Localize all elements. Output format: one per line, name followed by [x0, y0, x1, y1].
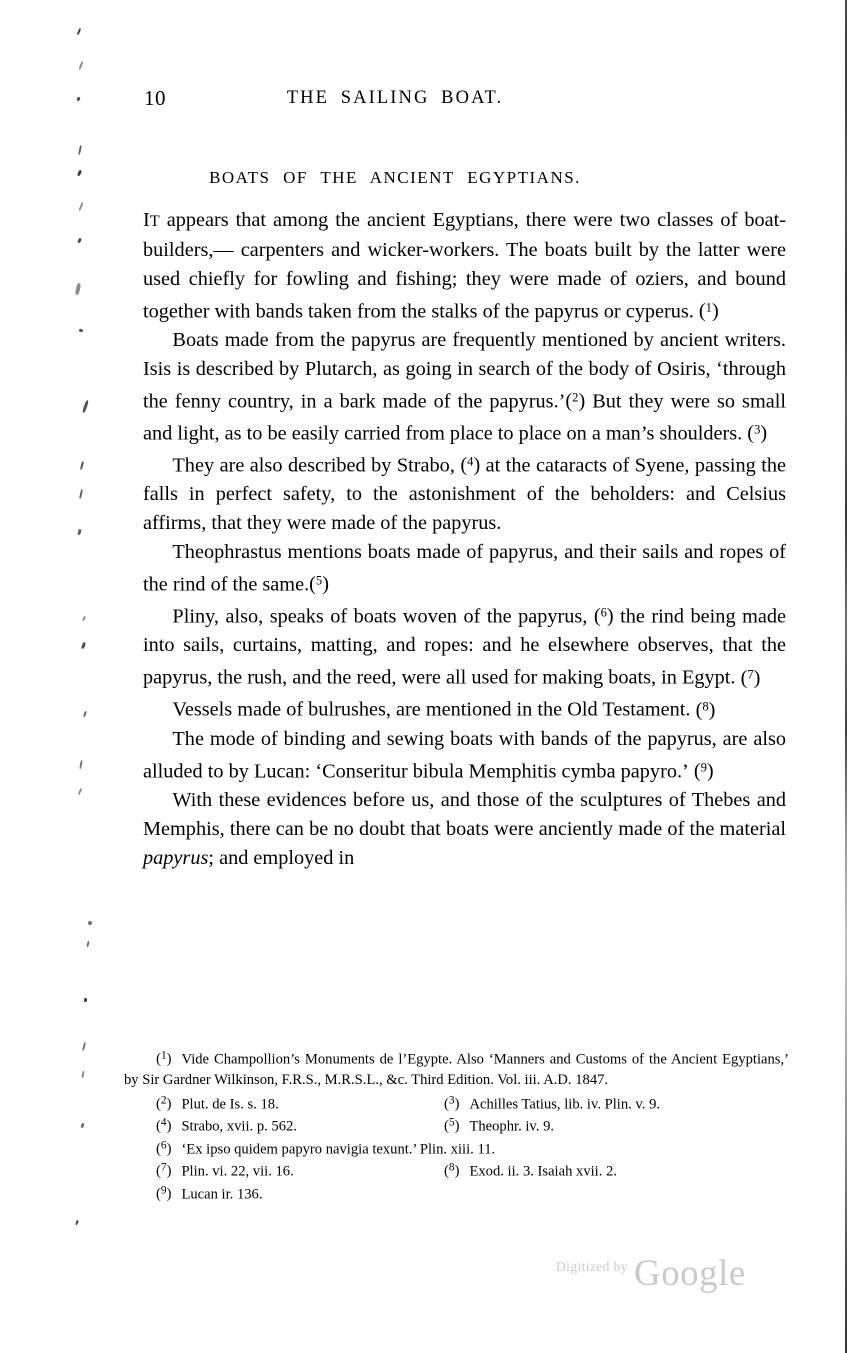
footnote-ref-4: ($^4$) — [454, 454, 481, 477]
section-heading: BOATS OF THE ANCIENT EGYPTIANS. — [209, 168, 581, 187]
paragraph-1-text: appears that among the ancient Egyptians, there were two classes of boat-builders,— carpenters and wicker-workers. The boats built by the latter were used chiefly for fowling and fishing; they were made of oziers, and bound together with bands taken from the stalks of the papyrus or cyperus. — [143, 209, 786, 322]
footnote-9-text: Lucan ir. 136. — [181, 1185, 263, 1202]
paragraph-5 — [143, 599, 786, 692]
paragraph-8-italic-word: papyrus — [143, 846, 209, 869]
footnote-4-mark: ($^4$) — [156, 1117, 172, 1135]
footnote-1-mark: ($^1$) — [156, 1050, 172, 1068]
footnote-5 — [444, 1113, 554, 1137]
paragraph-1-dropcap: I — [143, 209, 150, 231]
footnote-3-mark: ($^3$) — [444, 1094, 460, 1112]
body-text — [143, 206, 786, 872]
paragraph-2 — [143, 326, 786, 448]
paragraph-7-text: The mode of binding and sewing boats with bands of the papyrus, are also alluded to by Lucan: ‘Conseritur bibula Memphitis cymba papyro.’ — [143, 727, 786, 782]
paragraph-1 — [143, 206, 786, 326]
paragraph-2-text: Boats made from the papyrus are frequently mentioned by ancient writers. Isis is described by Plutarch, as going in search of the body of Osiris, ‘through the fenny country, in a bark made of the papyrus.’ — [143, 328, 786, 412]
paragraph-3 — [143, 448, 786, 538]
footnote-row — [124, 1091, 789, 1114]
footnote-1 — [124, 1046, 789, 1091]
paragraph-5-text: Pliny, also, speaks of boats woven of the papyrus, — [172, 605, 588, 628]
paragraph-5-text-after: the rind being made into sails, curtains, matting, and ropes: and he elsewhere observes, that the papyrus, the rush, and the reed, were all used for making boats, in Egypt. — [143, 605, 786, 689]
footnote-ref-7: ($^7$) — [735, 666, 761, 689]
paragraph-6-text: Vessels made of bulrushes, are mentioned in the Old Testament. — [172, 698, 691, 721]
footnote-8-mark: ($^8$) — [444, 1162, 460, 1180]
footnotes-section — [124, 1046, 789, 1203]
footnote-ref-8: ($^8$) — [690, 698, 716, 721]
footnote-6-text: ‘Ex ipso quidem papyro navigia texunt.’ Plin. xiii. 11. — [181, 1140, 496, 1157]
footnote-7-mark: ($^7$) — [156, 1162, 172, 1180]
footnote-ref-5: ($^5$) — [309, 573, 329, 596]
footnote-ref-1: ($^1$) — [693, 300, 719, 322]
footnote-7-text: Plin. vi. 22, vii. 16. — [181, 1163, 294, 1180]
paragraph-8-text-pre: With these evidences before us, and those of the sculptures of Thebes and Memphis, there can be no doubt that boats were anciently made of the material — [143, 788, 786, 840]
footnote-2 — [156, 1091, 279, 1115]
running-head — [0, 86, 790, 114]
footnote-6 — [156, 1136, 495, 1160]
paragraph-8-text-post: ; and employed in — [208, 846, 355, 869]
paragraph-4-text: Theophrastus mentions boats made of papyrus, and their sails and ropes of the rind of the same. — [143, 541, 786, 596]
gutter-speck-artifacts — [66, 0, 106, 1353]
footnote-3 — [444, 1091, 660, 1115]
paragraph-4 — [143, 538, 786, 599]
footnote-5-mark: ($^5$) — [444, 1117, 460, 1135]
footnote-4 — [156, 1113, 297, 1137]
footnote-2-text: Plut. de Is. s. 18. — [181, 1095, 279, 1112]
footnote-ref-2: ($^2$) — [565, 390, 586, 412]
footnote-row — [124, 1158, 789, 1181]
watermark-google-logo: Google — [633, 1253, 746, 1294]
paragraph-3-text: They are also described by Strabo, — [172, 454, 455, 477]
footnote-row — [124, 1181, 789, 1204]
footnote-3-text: Achilles Tatius, lib. iv. Plin. v. 9. — [469, 1095, 661, 1112]
paragraph-1-dropcap-rest: T — [149, 212, 160, 230]
paragraph-3-text-after: at the cataracts of Syene, passing the falls in perfect safety, to the astonishment of the beholders: and Celsius affirms, that they were made of the papyrus. — [143, 454, 787, 535]
watermark-digitized-by-label: Digitized by — [556, 1259, 628, 1274]
footnote-8 — [444, 1158, 617, 1182]
footnote-1-text: Vide Champollion’s Monuments de l’Egypte. Also ‘Manners and Customs of the Ancient Egyptians,’ by Sir Gardner Wilkinson, F.R.S., M.R.S.L., &c. Third Edition. Vol. iii. A.D. 1847. — [124, 1051, 789, 1088]
footnote-6-mark: ($^6$) — [156, 1139, 172, 1157]
footnote-row — [124, 1113, 789, 1136]
footnote-9 — [156, 1181, 263, 1205]
footnote-4-text: Strabo, xvii. p. 562. — [181, 1118, 297, 1135]
footnote-7 — [156, 1158, 294, 1182]
page-number: 10 — [144, 86, 166, 110]
footnote-5-text: Theophr. iv. 9. — [469, 1118, 555, 1135]
footnote-8-text: Exod. ii. 3. Isaiah xvii. 2. — [469, 1163, 617, 1180]
running-head-title: THE SAILING BOAT. — [286, 88, 504, 108]
footnote-9-mark: ($^9$) — [156, 1184, 172, 1202]
paragraph-2-text-after: But they were so small and light, as to be easily carried from place to place on a man’s shoulders. — [143, 390, 786, 445]
paragraph-8 — [143, 786, 786, 873]
footnote-ref-3: ($^3$) — [742, 422, 768, 445]
paragraph-6 — [143, 692, 786, 724]
paragraph-7 — [143, 725, 786, 786]
google-digitization-watermark — [556, 1252, 786, 1302]
footnote-ref-9: ($^9$) — [688, 759, 714, 782]
footnote-2-mark: ($^2$) — [156, 1094, 172, 1112]
footnote-row — [124, 1136, 789, 1159]
scan-edge-artifact — [845, 0, 847, 1353]
footnote-ref-6: ($^6$) — [587, 605, 614, 628]
